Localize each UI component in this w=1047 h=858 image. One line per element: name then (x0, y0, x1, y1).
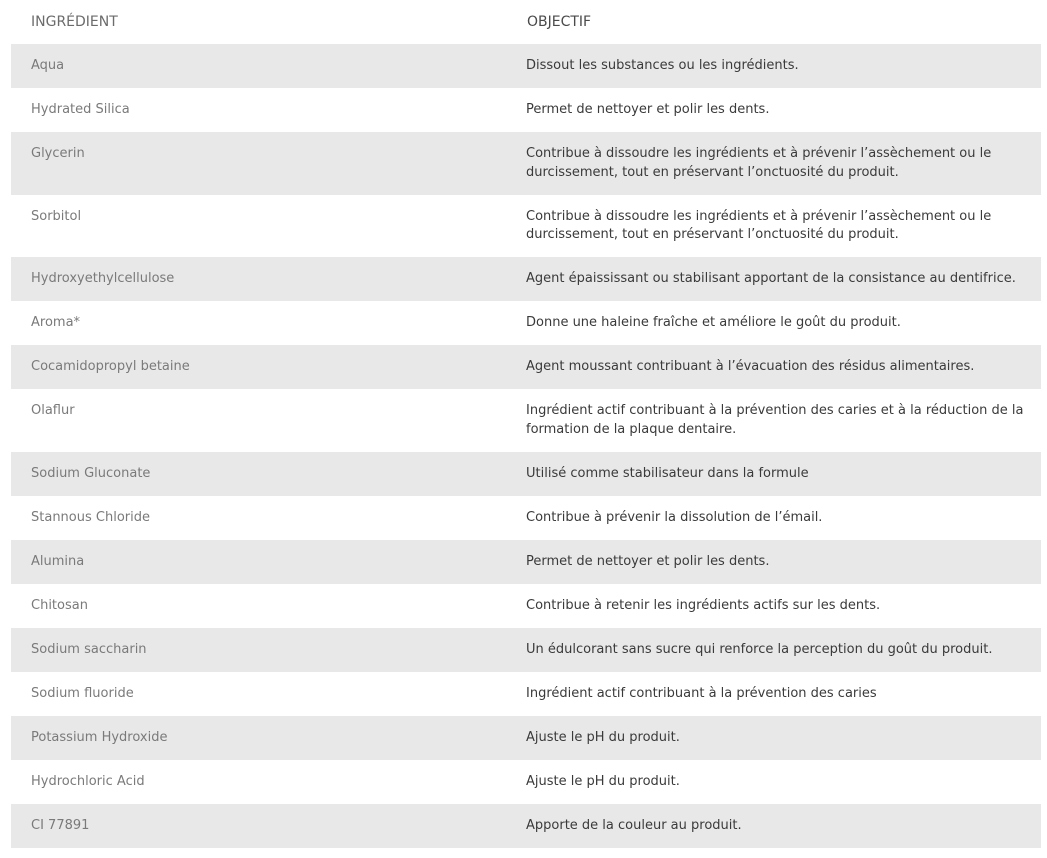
ingredient-purpose: Agent épaississant ou stabilisant apportant de la consistance au dentifrice. (526, 271, 1016, 286)
table-row (11, 760, 1041, 804)
table-row (11, 195, 1041, 258)
ingredient-purpose: Donne une haleine fraîche et améliore le goût du produit. (526, 315, 901, 330)
table-row (11, 496, 1041, 540)
ingredient-name: Alumina (31, 553, 85, 569)
ingredient-purpose: Permet de nettoyer et polir les dents. (526, 553, 770, 569)
table-row (11, 132, 1041, 195)
ingredient-name: Hydrated Silica (31, 102, 130, 117)
ingredient-purpose: Agent moussant contribuant à l’évacuation des résidus alimentaires. (526, 359, 975, 374)
table-row (11, 584, 1041, 628)
ingredient-name: Glycerin (31, 146, 85, 161)
ingredient-name: Sorbitol (31, 208, 82, 224)
ingredient-name: Aqua (31, 58, 65, 73)
ingredient-purpose: Un édulcorant sans sucre qui renforce la perception du goût du produit. (526, 641, 993, 657)
ingredient-name: Chitosan (31, 597, 88, 613)
table-row (11, 628, 1041, 672)
table-row (11, 389, 1041, 452)
ingredient-purpose: Contribue à dissoudre les ingrédients et à prévenir l’assèchement ou le durcissement, tout en préservant l’onctuosité du produit. (526, 146, 992, 180)
table-row (11, 672, 1041, 716)
table-row (11, 716, 1041, 760)
table-row (11, 257, 1041, 301)
table-header (11, 0, 1041, 44)
header-purpose: OBJECTIF (527, 14, 592, 30)
table-row (11, 804, 1041, 848)
ingredient-name: Olaflur (31, 403, 75, 418)
ingredient-purpose: Ingrédient actif contribuant à la prévention des caries (526, 685, 877, 701)
ingredient-purpose: Apporte de la couleur au produit. (526, 817, 742, 833)
ingredients-table (11, 0, 1041, 848)
ingredient-name: CI 77891 (31, 817, 90, 833)
ingredient-purpose: Contribue à retenir les ingrédients actifs sur les dents. (526, 597, 881, 613)
ingredient-purpose: Ajuste le pH du produit. (526, 773, 680, 789)
ingredient-purpose: Ajuste le pH du produit. (526, 729, 680, 745)
ingredient-purpose: Permet de nettoyer et polir les dents. (526, 102, 770, 117)
table-row (11, 540, 1041, 584)
ingredient-name: Hydrochloric Acid (31, 773, 145, 789)
ingredient-name: Aroma* (31, 315, 81, 330)
header-ingredient: INGRÉDIENT (31, 14, 118, 30)
ingredient-name: Sodium fluoride (31, 685, 134, 701)
ingredient-name: Potassium Hydroxide (31, 729, 168, 745)
table-row (11, 452, 1041, 496)
ingredient-name: Hydroxyethylcellulose (31, 271, 175, 286)
ingredient-purpose: Contribue à prévenir la dissolution de l’émail. (526, 509, 823, 525)
table-row (11, 301, 1041, 345)
ingredient-purpose: Contribue à dissoudre les ingrédients et à prévenir l’assèchement ou le durcissement, tout en préservant l’onctuosité du produit. (526, 208, 992, 242)
ingredient-purpose: Utilisé comme stabilisateur dans la formule (526, 465, 809, 481)
ingredient-purpose: Dissout les substances ou les ingrédients. (526, 58, 799, 73)
ingredient-name: Sodium Gluconate (31, 465, 151, 481)
ingredient-name: Cocamidopropyl betaine (31, 359, 190, 374)
ingredient-purpose: Ingrédient actif contribuant à la prévention des caries et à la réduction de la formation de la plaque dentaire. (526, 403, 1024, 437)
ingredient-name: Stannous Chloride (31, 509, 150, 525)
ingredient-name: Sodium saccharin (31, 641, 147, 657)
table-row (11, 44, 1041, 88)
table-row (11, 345, 1041, 389)
table-row (11, 88, 1041, 132)
